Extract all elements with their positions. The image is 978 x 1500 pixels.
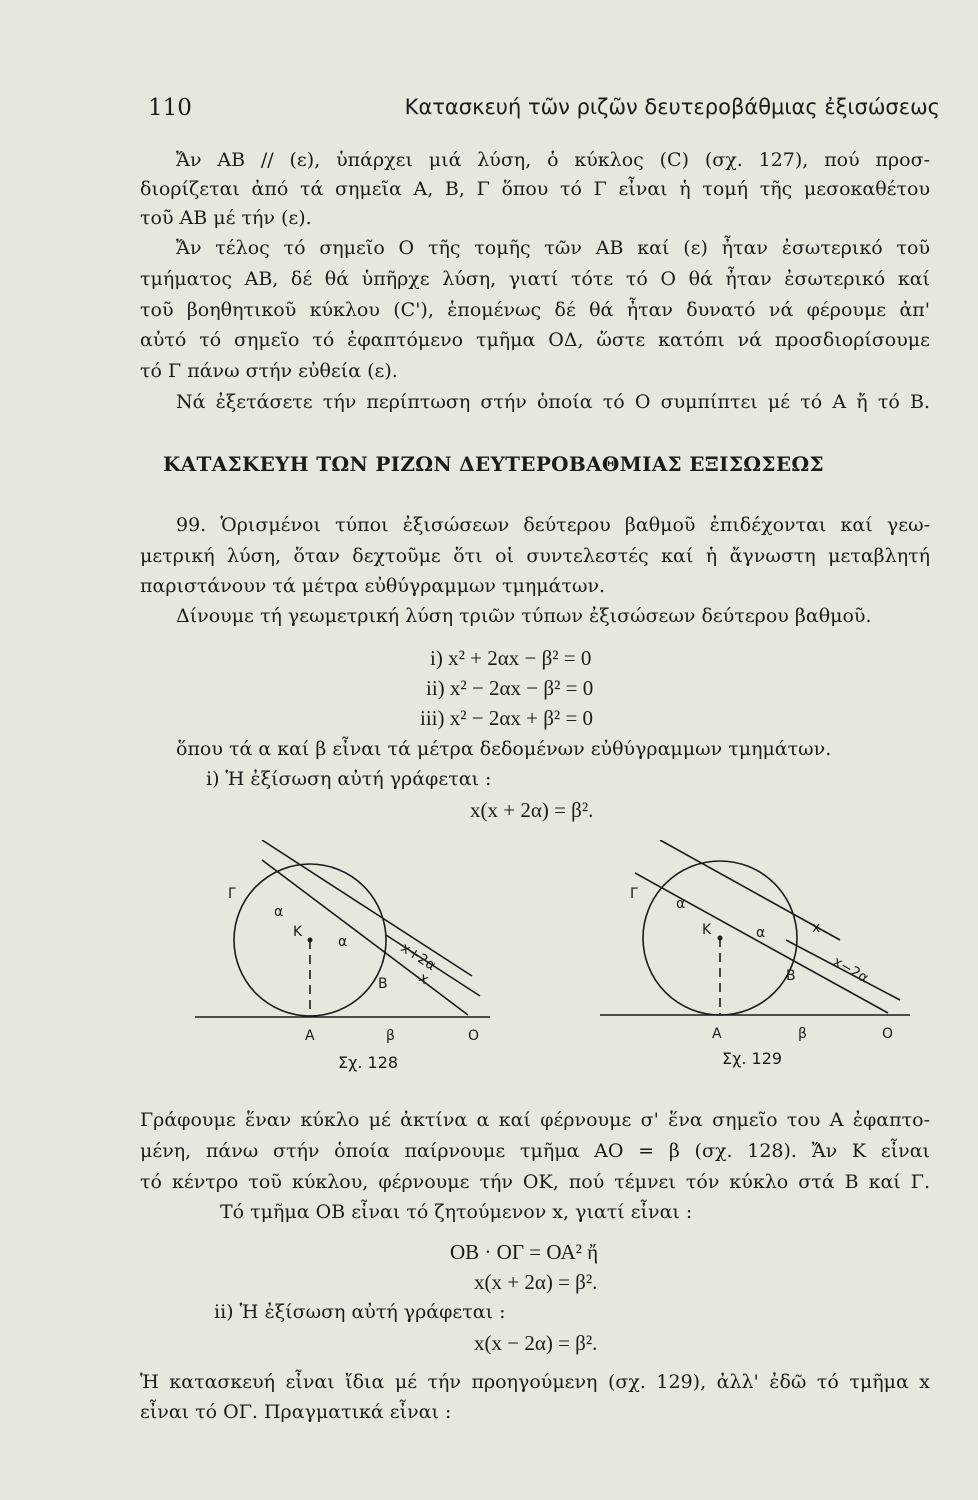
paragraph-line: Δίνουμε τή γεωμετρική λύση τριῶν τύπων ἐξισώσεων δεύτερου βαθμοῦ. (176, 605, 872, 627)
case-i-intro: i) Ἡ ἐξίσωση αὐτή γράφεται : (206, 768, 492, 790)
caption-fig128: Σχ. 128 (338, 1053, 399, 1072)
label-a: Α (712, 1026, 722, 1042)
label-alpha: α (274, 904, 284, 920)
paragraph-line: μένη, πάνω στήν ὁποία παίρνουμε τμῆμα ΑΟ = β (σχ. 128). Ἄν Κ εἶναι (140, 1140, 930, 1162)
equation-x1: x(x + 2α) = β². (474, 1270, 598, 1294)
label-beta: β (798, 1026, 807, 1042)
equation-iii: iii) x² − 2αx + β² = 0 (420, 706, 594, 730)
intro-line: Ἄν τέλος τό σημεῖο Ο τῆς τομῆς τῶν ΑΒ καί (ε) ἦταν ἐσωτερικό τοῦ (176, 237, 930, 259)
equation-ii: ii) x² − 2αx − β² = 0 (426, 676, 594, 700)
intro-line: Ἄν ΑΒ // (ε), ὑπάρχει μιά λύση, ὁ κύκλος (C) (σχ. 127), πού προσ- (176, 149, 930, 171)
intro-line: τμήματος ΑΒ, δέ θά ὑπῆρχε λύση, γιατί τότε τό Ο θά ἦταν ἐσωτερικό καί (140, 268, 930, 290)
case-ii-intro: ii) Ἡ ἐξίσωση αὐτή γράφεται : (214, 1301, 506, 1323)
center-point (718, 936, 723, 941)
section-title: ΚΑΤΑΣΚΕΥΗ ΤΩΝ ΡΙΖΩΝ ΔΕΥΤΕΡΟΒΑΘΜΙΑΣ ΕΞΙΣΩΣΕΩΣ (163, 452, 824, 476)
label-x-plus-2a: x+2α (397, 939, 439, 975)
caption-fig129: Σχ. 129 (722, 1049, 783, 1068)
label-o: Ο (468, 1028, 480, 1044)
label-b: Β (786, 968, 796, 984)
center-point (308, 938, 313, 943)
case-ii-equation: x(x − 2α) = β². (474, 1331, 598, 1355)
paragraph-line: μετρική λύση, ὅταν δεχτοῦμε ὅτι οἱ συντελεστές καί ἡ ἄγνωστη μεταβλητή (140, 545, 930, 567)
intro-line: τό Γ πάνω στήν εὐθεία (ε). (140, 360, 398, 382)
paragraph-line: παριστάνουν τά μέτρα εὐθύγραμμων τμημάτων. (140, 575, 606, 597)
intro-line: τοῦ ΑΒ μέ τήν (ε). (140, 207, 312, 229)
paragraph-line: Ἡ κατασκευή εἶναι ἴδια μέ τήν προηγούμενη (σχ. 129), ἀλλ' ἐδῶ τό τμῆμα x (140, 1371, 930, 1393)
paragraph-line: τό κέντρο τοῦ κύκλου, φέρνουμε τήν ΟΚ, πού τέμνει τόν κύκλο στά Β καί Γ. (140, 1171, 930, 1193)
label-k: Κ (293, 924, 303, 940)
paragraph-line: Γράφουμε ἕναν κύκλο μέ ἀκτίνα α καί φέρνουμε σ' ἕνα σημεῖο του Α ἐφαπτο- (140, 1109, 930, 1131)
running-title: Κατασκευή τῶν ριζῶν δευτεροβάθμιας ἐξισώσεως (404, 95, 940, 119)
paragraph-line: 99. Ὁρισμένοι τύποι ἐξισώσεων δεύτερου βαθμοῦ ἐπιδέχονται καί γεω- (176, 514, 930, 536)
paragraph-line: εἶναι τό ΟΓ. Πραγματικά εἶναι : (140, 1401, 452, 1423)
label-gamma: Γ (228, 886, 236, 902)
dim-line-x2a (262, 840, 472, 976)
label-alpha: α (756, 925, 766, 941)
figure-128 (190, 840, 510, 1080)
where-line: ὅπου τά α καί β εἶναι τά μέτρα δεδομένων εὐθύγραμμων τμημάτων. (176, 738, 832, 760)
label-alpha: α (338, 934, 348, 950)
page-header (140, 95, 940, 135)
label-alpha: α (676, 896, 686, 912)
page-number: 110 (148, 95, 192, 121)
label-b: Β (378, 976, 388, 992)
intro-line: τοῦ βοηθητικοῦ κύκλου (C'), ἑπομένως δέ θά ἦταν δυνατό νά φέρουμε ἀπ' (140, 299, 930, 321)
label-x: x (812, 920, 821, 936)
label-k: Κ (702, 922, 712, 938)
case-i-equation: x(x + 2α) = β². (470, 798, 594, 822)
label-a: Α (305, 1028, 315, 1044)
equation-ob-og: ΟΒ · ΟΓ = ΟΑ² ἤ (450, 1240, 599, 1264)
paragraph-line: Τό τμῆμα ΟΒ εἶναι τό ζητούμενον x, γιατί εἶναι : (220, 1201, 693, 1223)
label-gamma: Γ (630, 886, 638, 902)
intro-line: Νά ἐξετάσετε τήν περίπτωση στήν ὁποία τό Ο συμπίπτει μέ τό Α ἤ τό Β. (176, 391, 930, 413)
equation-i: i) x² + 2αx − β² = 0 (430, 646, 592, 670)
secant-line (635, 873, 888, 1013)
intro-line: διορίζεται ἀπό τά σημεῖα Α, Β, Γ ὅπου τό Γ εἶναι ἡ τομή τῆς μεσοκαθέτου (140, 178, 930, 200)
label-x: x (415, 969, 432, 988)
intro-line: αὐτό τό σημεῖο τό ἐφαπτόμενο τμῆμα ΟΔ, ὥστε κατόπι νά προσδιορίσουμε (140, 329, 930, 351)
label-beta: β (386, 1028, 395, 1044)
label-x-minus-2a: x−2α (830, 953, 872, 987)
figure-129 (580, 840, 920, 1080)
label-o: Ο (882, 1026, 894, 1042)
